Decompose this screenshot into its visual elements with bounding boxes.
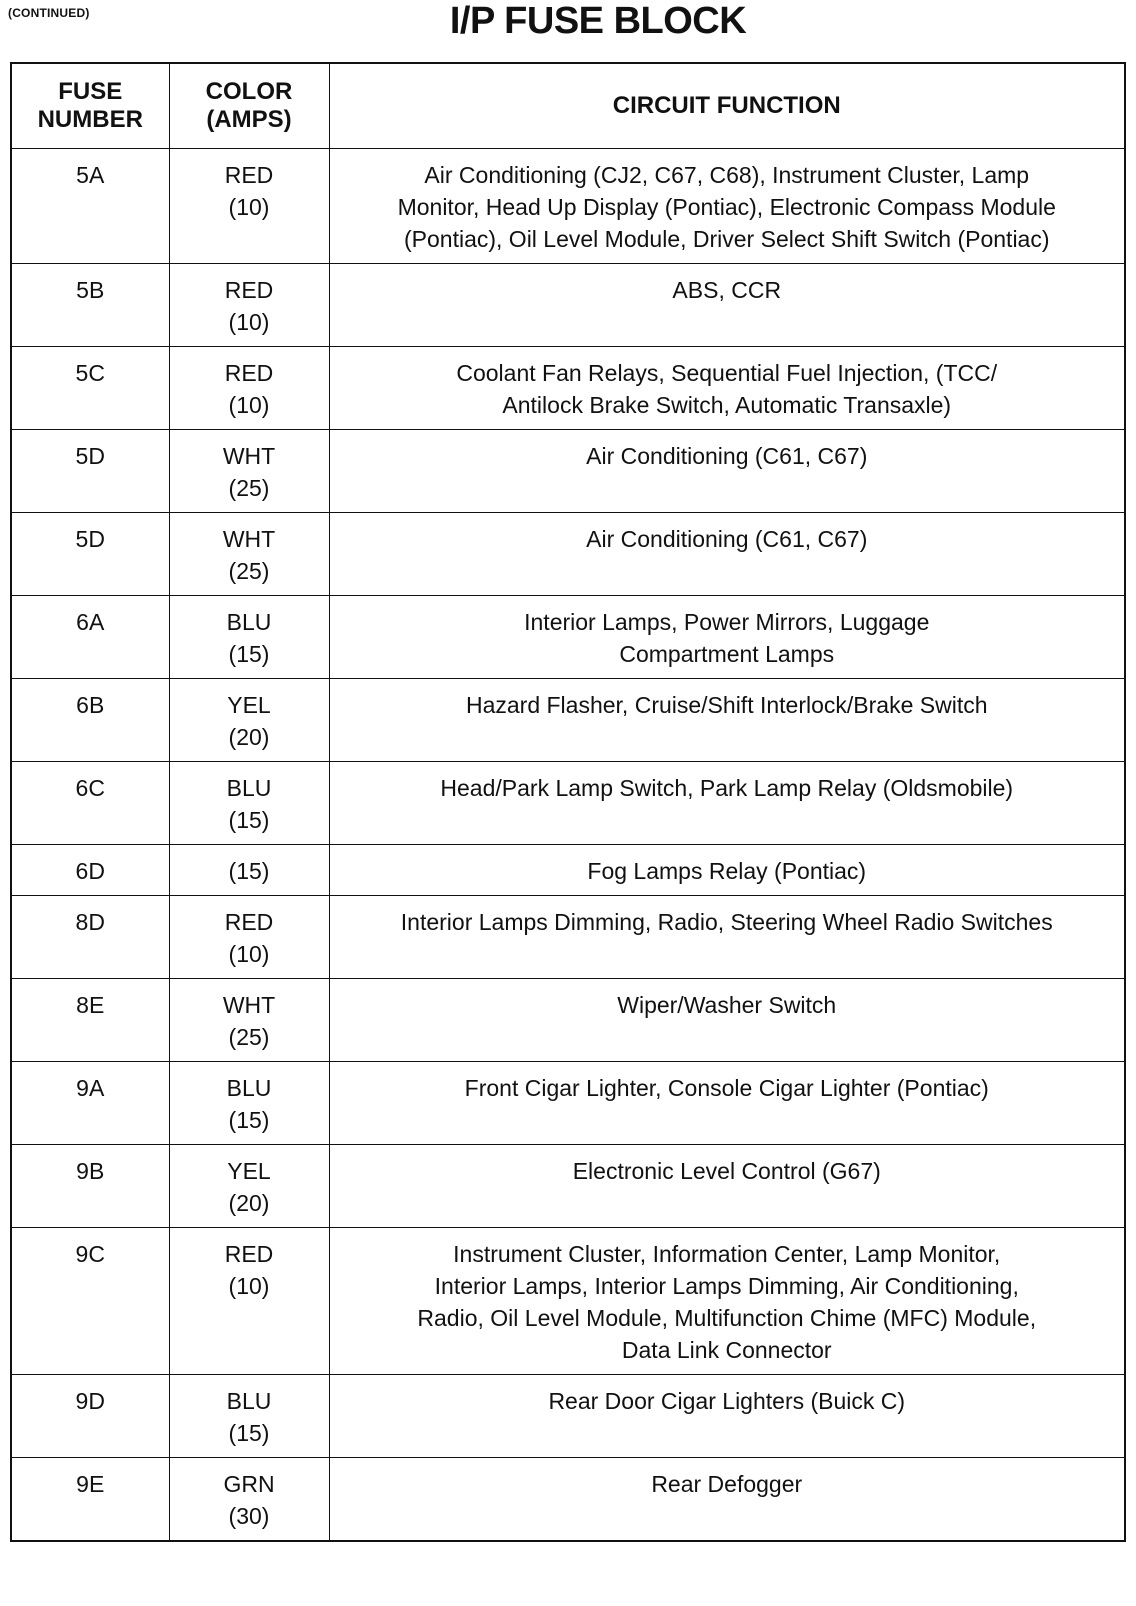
- color-amps-cell: [169, 762, 329, 845]
- color-amps-cell: [169, 896, 329, 979]
- circuit-function-line: Data Link Connector: [621, 1337, 832, 1363]
- fuse-color: RED: [224, 277, 274, 303]
- circuit-function-cell: [329, 264, 1125, 347]
- fuse-number: 9D: [75, 1388, 105, 1414]
- table-row: [11, 1062, 1125, 1145]
- fuse-number-cell: [11, 896, 169, 979]
- table-row: [11, 1375, 1125, 1458]
- fuse-number-cell: [11, 1228, 169, 1375]
- fuse-color: (15): [228, 858, 270, 884]
- circuit-function-cell: [329, 149, 1125, 264]
- header-fuse-number: [11, 63, 169, 149]
- fuse-amps: (15): [228, 1107, 270, 1133]
- header-color-amps: [169, 63, 329, 149]
- fuse-number-cell: [11, 979, 169, 1062]
- color-amps-cell: [169, 149, 329, 264]
- fuse-color: RED: [224, 360, 274, 386]
- header-color-line-1: COLOR: [205, 78, 293, 105]
- circuit-function-cell: [329, 1458, 1125, 1542]
- table-row: [11, 1458, 1125, 1542]
- fuse-number: 8E: [76, 992, 105, 1018]
- fuse-color: WHT: [222, 526, 276, 552]
- table-row: [11, 149, 1125, 264]
- fuse-number: 5C: [75, 360, 105, 386]
- fuse-number-cell: [11, 679, 169, 762]
- color-amps-cell: [169, 679, 329, 762]
- table-row: [11, 762, 1125, 845]
- fuse-color: BLU: [226, 1388, 272, 1414]
- fuse-color: BLU: [226, 609, 272, 635]
- circuit-function-cell: [329, 596, 1125, 679]
- circuit-function-cell: [329, 1145, 1125, 1228]
- circuit-function-line: Compartment Lamps: [619, 641, 835, 667]
- header-color-line-2: (AMPS): [206, 106, 292, 133]
- fuse-color: RED: [224, 1241, 274, 1267]
- fuse-amps: (15): [228, 807, 270, 833]
- fuse-color: BLU: [226, 1075, 272, 1101]
- fuse-number-cell: [11, 762, 169, 845]
- circuit-function-cell: [329, 513, 1125, 596]
- fuse-number: 5B: [76, 277, 105, 303]
- circuit-function-cell: [329, 430, 1125, 513]
- fuse-amps: (25): [228, 1024, 270, 1050]
- fuse-color: GRN: [223, 1471, 275, 1497]
- fuse-number-cell: [11, 430, 169, 513]
- table-row: [11, 513, 1125, 596]
- fuse-amps: (20): [228, 724, 270, 750]
- fuse-number-cell: [11, 1062, 169, 1145]
- table-row: [11, 430, 1125, 513]
- fuse-number-cell: [11, 1375, 169, 1458]
- fuse-number: 8D: [75, 909, 105, 935]
- fuse-amps: (15): [228, 641, 270, 667]
- fuse-amps: (10): [228, 309, 270, 335]
- fuse-table-body: [11, 149, 1125, 1542]
- circuit-function-line: Air Conditioning (C61, C67): [586, 526, 868, 552]
- circuit-function-cell: [329, 896, 1125, 979]
- circuit-function-line: Air Conditioning (C61, C67): [586, 443, 868, 469]
- fuse-number-cell: [11, 513, 169, 596]
- circuit-function-line: Interior Lamps, Power Mirrors, Luggage: [524, 609, 930, 635]
- header-fuse-line-1: FUSE: [58, 78, 123, 105]
- fuse-table: [10, 62, 1126, 1542]
- fuse-amps: (25): [228, 475, 270, 501]
- circuit-function-line: Rear Door Cigar Lighters (Buick C): [548, 1388, 906, 1414]
- circuit-function-cell: [329, 979, 1125, 1062]
- circuit-function-line: Antilock Brake Switch, Automatic Transaxle): [502, 392, 952, 418]
- color-amps-cell: [169, 1228, 329, 1375]
- table-row: [11, 1145, 1125, 1228]
- circuit-function-line: Interior Lamps Dimming, Radio, Steering Wheel Radio Switches: [400, 909, 1053, 935]
- fuse-color: WHT: [222, 443, 276, 469]
- circuit-function-line: Wiper/Washer Switch: [617, 992, 837, 1018]
- color-amps-cell: [169, 596, 329, 679]
- circuit-function-line: (Pontiac), Oil Level Module, Driver Select Shift Switch (Pontiac): [403, 226, 1050, 252]
- fuse-amps: (10): [228, 941, 270, 967]
- fuse-number-cell: [11, 1458, 169, 1542]
- fuse-amps: (15): [228, 1420, 270, 1446]
- fuse-number: 6D: [75, 858, 105, 884]
- fuse-number: 5A: [76, 162, 105, 188]
- fuse-number: 5D: [75, 443, 105, 469]
- circuit-function-cell: [329, 1375, 1125, 1458]
- fuse-amps: (10): [228, 1273, 270, 1299]
- fuse-number: 6A: [76, 609, 105, 635]
- fuse-number-cell: [11, 264, 169, 347]
- circuit-function-cell: [329, 762, 1125, 845]
- circuit-function-line: Head/Park Lamp Switch, Park Lamp Relay (Oldsmobile): [440, 775, 1014, 801]
- header-fuse-line-2: NUMBER: [37, 106, 143, 133]
- fuse-number: 9B: [76, 1158, 105, 1184]
- color-amps-cell: [169, 1375, 329, 1458]
- color-amps-cell: [169, 845, 329, 896]
- fuse-number-cell: [11, 1145, 169, 1228]
- color-amps-cell: [169, 1458, 329, 1542]
- circuit-function-line: Front Cigar Lighter, Console Cigar Lighter (Pontiac): [464, 1075, 989, 1101]
- fuse-number: 9C: [75, 1241, 105, 1267]
- color-amps-cell: [169, 430, 329, 513]
- fuse-color: YEL: [227, 1158, 271, 1184]
- table-header-row: [11, 63, 1125, 149]
- fuse-number: 6B: [76, 692, 105, 718]
- circuit-function-cell: [329, 1062, 1125, 1145]
- fuse-number-cell: [11, 149, 169, 264]
- fuse-number: 6C: [75, 775, 105, 801]
- continued-label: (CONTINUED): [8, 6, 90, 20]
- fuse-color: WHT: [222, 992, 276, 1018]
- fuse-amps: (30): [228, 1503, 270, 1529]
- fuse-color: RED: [224, 162, 274, 188]
- circuit-function-line: Instrument Cluster, Information Center, Lamp Monitor,: [453, 1241, 1001, 1267]
- color-amps-cell: [169, 1145, 329, 1228]
- color-amps-cell: [169, 979, 329, 1062]
- circuit-function-cell: [329, 845, 1125, 896]
- header-circuit-function: CIRCUIT FUNCTION: [329, 63, 1125, 149]
- fuse-amps: (20): [228, 1190, 270, 1216]
- fuse-number: 9A: [76, 1075, 105, 1101]
- circuit-function-cell: [329, 347, 1125, 430]
- table-row: [11, 347, 1125, 430]
- fuse-number-cell: [11, 596, 169, 679]
- fuse-number: 5D: [75, 526, 105, 552]
- table-row: [11, 596, 1125, 679]
- table-row: [11, 1228, 1125, 1375]
- circuit-function-cell: [329, 1228, 1125, 1375]
- table-row: [11, 896, 1125, 979]
- circuit-function-cell: [329, 679, 1125, 762]
- circuit-function-line: Rear Defogger: [651, 1471, 803, 1497]
- circuit-function-line: Radio, Oil Level Module, Multifunction Chime (MFC) Module,: [417, 1305, 1037, 1331]
- table-row: [11, 979, 1125, 1062]
- color-amps-cell: [169, 264, 329, 347]
- circuit-function-line: Fog Lamps Relay (Pontiac): [587, 858, 867, 884]
- table-row: [11, 264, 1125, 347]
- circuit-function-line: Electronic Level Control (G67): [572, 1158, 881, 1184]
- fuse-color: YEL: [227, 692, 271, 718]
- fuse-number-cell: [11, 347, 169, 430]
- circuit-function-line: ABS, CCR: [672, 277, 782, 303]
- page-title: I/P FUSE BLOCK: [449, 0, 747, 42]
- circuit-function-line: Hazard Flasher, Cruise/Shift Interlock/Brake Switch: [465, 692, 988, 718]
- table-row: [11, 845, 1125, 896]
- circuit-function-line: Monitor, Head Up Display (Pontiac), Electronic Compass Module: [397, 194, 1056, 220]
- table-row: [11, 679, 1125, 762]
- fuse-amps: (10): [228, 194, 270, 220]
- circuit-function-line: Air Conditioning (CJ2, C67, C68), Instrument Cluster, Lamp: [424, 162, 1030, 188]
- color-amps-cell: [169, 347, 329, 430]
- fuse-color: RED: [224, 909, 274, 935]
- fuse-color: BLU: [226, 775, 272, 801]
- fuse-amps: (10): [228, 392, 270, 418]
- circuit-function-line: Interior Lamps, Interior Lamps Dimming, Air Conditioning,: [434, 1273, 1019, 1299]
- fuse-number: 9E: [76, 1471, 105, 1497]
- circuit-function-line: Coolant Fan Relays, Sequential Fuel Injection, (TCC/: [456, 360, 998, 386]
- color-amps-cell: [169, 513, 329, 596]
- fuse-number-cell: [11, 845, 169, 896]
- color-amps-cell: [169, 1062, 329, 1145]
- fuse-amps: (25): [228, 558, 270, 584]
